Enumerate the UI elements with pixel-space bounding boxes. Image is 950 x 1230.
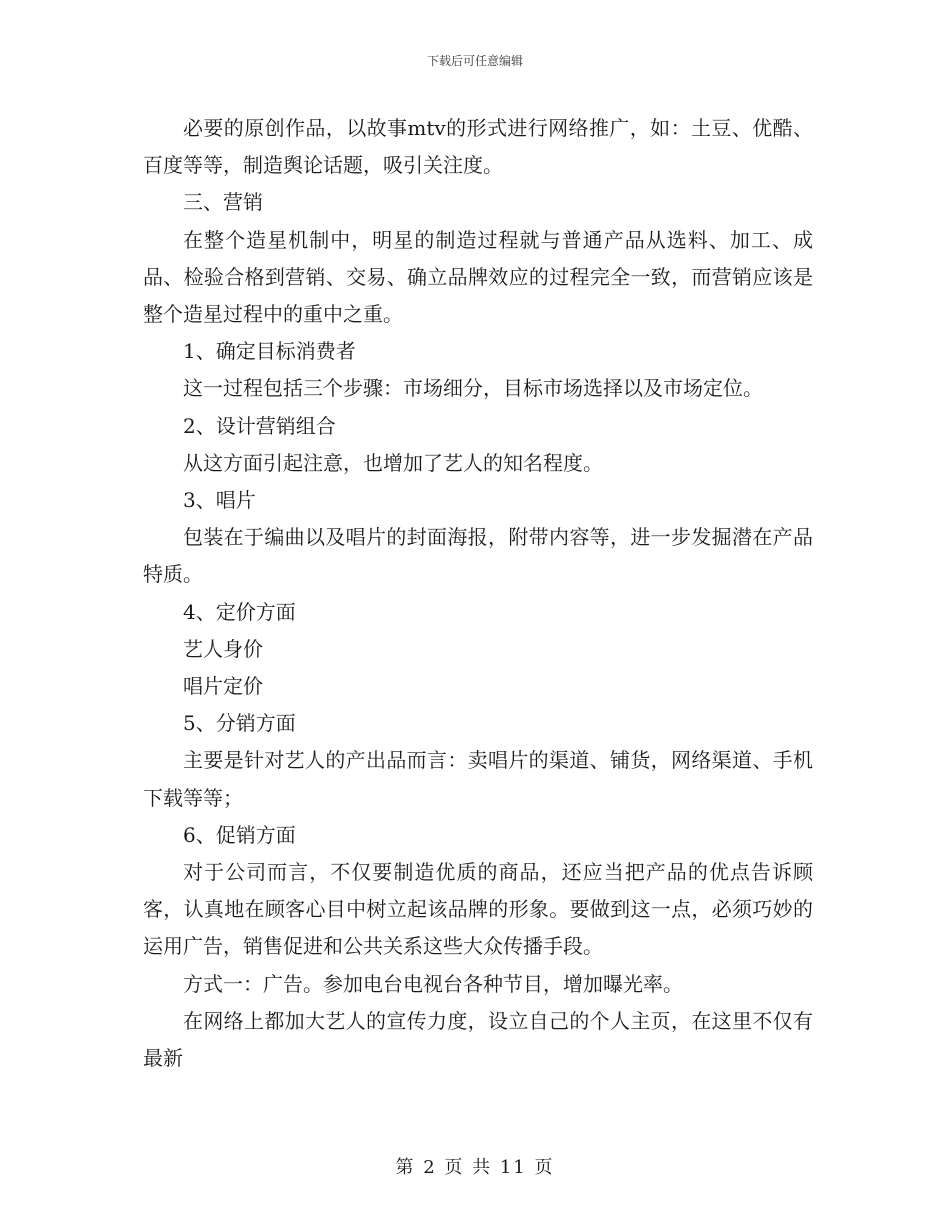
page-footer: 第 2 页 共 11 页 xyxy=(395,1157,555,1178)
paragraph: 必要的原创作品，以故事mtv的形式进行网络推广，如：土豆、优酷、百度等等，制造舆论话题，吸引关注度。 xyxy=(143,116,813,178)
subsection-heading: 1、确定目标消费者 xyxy=(183,339,356,364)
page-header: 下载后可任意编辑 xyxy=(426,54,523,68)
paragraph: 对于公司而言，不仅要制造优质的商品，还应当把产品的优点告诉顾客，认真地在顾客心目中树立起该品牌的形象。要做到这一点，必须巧妙的运用广告，销售促进和公共关系这些大众传播手段。 xyxy=(143,860,813,959)
subsection-heading: 2、设计营销组合 xyxy=(183,413,336,438)
document-body xyxy=(143,110,813,1077)
paragraph: 从这方面引起注意，也增加了艺人的知名程度。 xyxy=(183,450,603,475)
paragraph: 艺人身价 xyxy=(183,636,263,661)
section-heading: 三、营销 xyxy=(183,190,263,215)
subsection-heading: 3、唱片 xyxy=(183,488,256,513)
subsection-heading: 4、定价方面 xyxy=(183,599,296,624)
paragraph: 方式一：广告。参加电台电视台各种节目，增加曝光率。 xyxy=(183,971,683,996)
paragraph: 在网络上都加大艺人的宣传力度，设立自己的个人主页，在这里不仅有最新 xyxy=(143,1008,813,1071)
paragraph: 这一过程包括三个步骤：市场细分，目标市场选择以及市场定位。 xyxy=(183,376,763,401)
paragraph: 唱片定价 xyxy=(183,674,263,699)
subsection-heading: 5、分销方面 xyxy=(183,711,296,736)
paragraph: 主要是针对艺人的产出品而言：卖唱片的渠道、铺货，网络渠道、手机下载等等； xyxy=(143,748,813,810)
paragraph: 包装在于编曲以及唱片的封面海报，附带内容等，进一步发掘潜在产品特质。 xyxy=(143,525,813,587)
paragraph: 在整个造星机制中，明星的制造过程就与普通产品从选料、加工、成品、检验合格到营销、交易、确立品牌效应的过程完全一致，而营销应该是整个造星过程中的重中之重。 xyxy=(143,227,813,327)
subsection-heading: 6、促销方面 xyxy=(183,822,296,847)
